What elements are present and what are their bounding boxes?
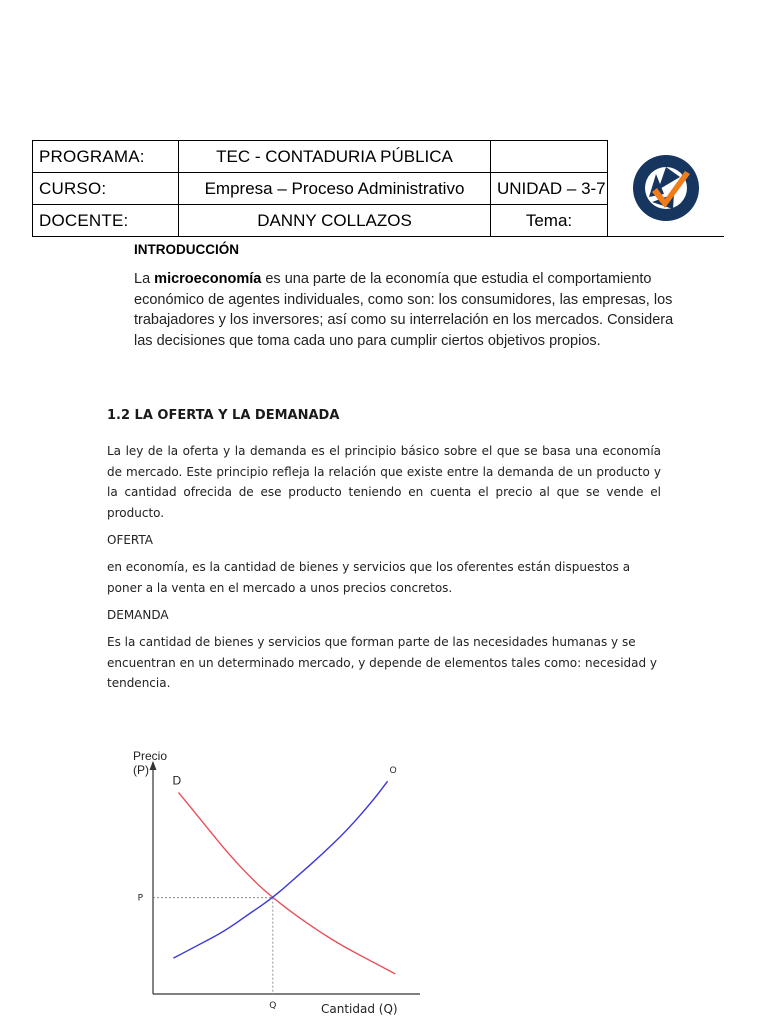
intro-bold-term: microeconomía <box>154 271 262 287</box>
equilibrium-quantity-label: Q <box>269 1001 277 1011</box>
oferta-text: en economía, es la cantidad de bienes y servicios que los oferentes están dispuestos a poner a la venta en el mercado a unos precios concretos. <box>107 560 631 595</box>
checkmark-shield-logo-icon <box>628 150 704 226</box>
intro-body-text: es una parte de la economía que estudia el comportamiento económico de agentes individuales, como son: los consumidores, las empresas, los trabajadores y los inversores; así como su interrelación en los mercados. Considera las decisiones que toma cada uno para cumplir ciertos objetivos propios. <box>134 271 674 349</box>
intro-title: INTRODUCCIÓN <box>134 242 239 257</box>
chart-svg <box>120 740 430 1024</box>
docente-value: DANNY COLLAZOS <box>179 205 491 237</box>
curso-value: Empresa – Proceso Administrativo <box>179 173 491 205</box>
logo-cell <box>608 141 724 237</box>
tema-label: Tema: <box>491 205 608 237</box>
oferta-heading: OFERTA <box>107 533 154 547</box>
supply-demand-section <box>107 408 661 694</box>
programa-label: PROGRAMA: <box>33 141 179 173</box>
y-axis-label-line2: (P) <box>133 763 149 777</box>
programa-value: TEC - CONTADURIA PÚBLICA <box>179 141 491 173</box>
section-paragraph: La ley de la oferta y la demanda es el principio básico sobre el que se basa una economía de mercado. Este principio refleja la relación que existe entre la demanda de un producto y la cantidad ofrecida de ese producto teniendo en cuenta el precio al que se vende el producto. <box>107 444 661 520</box>
y-axis-label-line1: Precio <box>133 749 168 763</box>
docente-label: DOCENTE: <box>33 205 179 237</box>
supply-demand-chart <box>120 740 430 1024</box>
series-o-label: O <box>389 765 397 776</box>
unidad-value: UNIDAD – 3-7 <box>491 173 608 205</box>
programa-extra-cell <box>491 141 608 173</box>
series-d-label: D <box>172 773 182 788</box>
intro-lead: La <box>134 271 155 287</box>
series-o-curve <box>173 781 387 958</box>
series-d-curve <box>179 792 396 973</box>
introduction-block <box>134 242 674 351</box>
course-header-table <box>32 140 723 233</box>
section-title: 1.2 LA OFERTA Y LA DEMANADA <box>107 408 340 423</box>
curso-label: CURSO: <box>33 173 179 205</box>
equilibrium-price-label: P <box>137 893 143 904</box>
demanda-heading: DEMANDA <box>107 608 169 622</box>
demanda-text: Es la cantidad de bienes y servicios que forman parte de las necesidades humanas y se encuentran en un determinado mercado, y depende de elementos tales como: necesidad y tendencia. <box>107 635 658 690</box>
x-axis-label: Cantidad (Q) <box>321 1002 398 1016</box>
intro-paragraph <box>134 269 674 351</box>
